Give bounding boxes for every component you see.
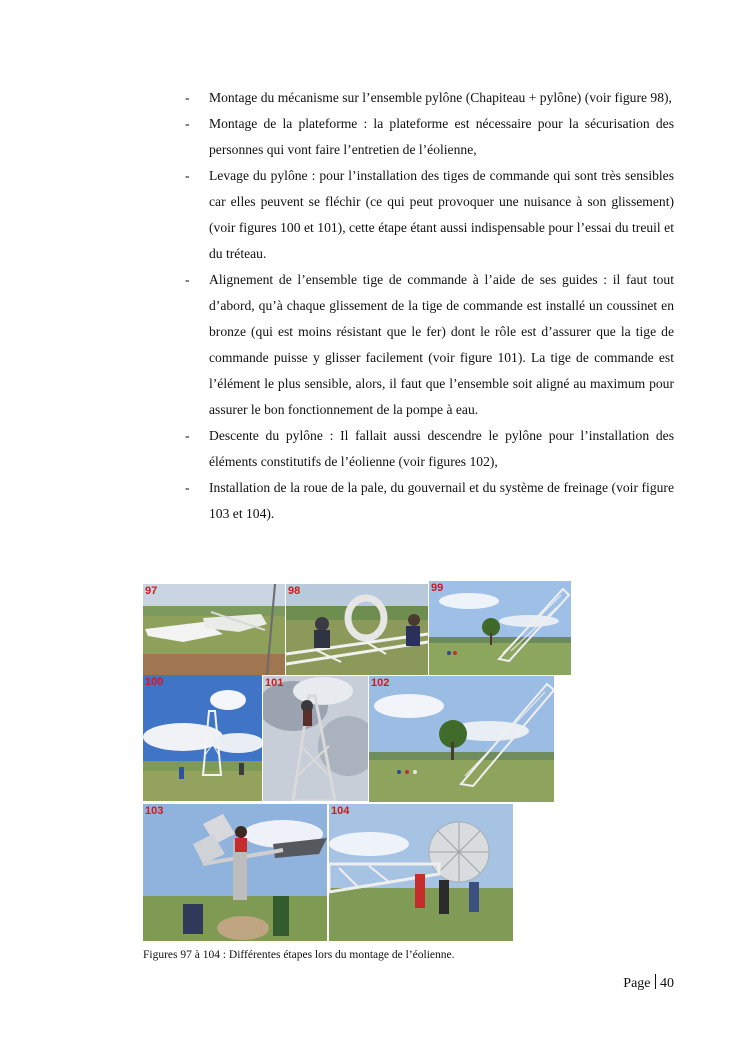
bullet-dash: - [185, 116, 190, 131]
bullet-text: Installation de la roue de la pale, du gouvernail et du système de freinage (voir figure 103 et 104). [209, 480, 674, 521]
photo-97 [143, 584, 285, 675]
page-number: 40 [660, 976, 674, 991]
bullet-text: Levage du pylône : pour l’installation des tiges de commande qui sont très sensibles car elles peuvent se fléchir (ce qui peut provoquer une nuisance à son glissement) (voir figures 100 et 101), cette étape étant aussi indispensable pour l’essai du treuil et du tréteau. [209, 168, 674, 261]
bullet-dash: - [185, 90, 190, 105]
bullet-dash: - [185, 168, 190, 183]
photo-103-image [143, 804, 327, 941]
photo-100-image [143, 675, 262, 801]
bullet-dash: - [185, 272, 190, 287]
photo-99 [429, 581, 571, 675]
photo-number: 104 [331, 805, 350, 817]
bullet-item [185, 423, 674, 475]
bullet-text: Montage du mécanisme sur l’ensemble pylône (Chapiteau + pylône) (voir figure 98), [209, 90, 672, 105]
bullet-item [185, 85, 674, 111]
bullet-list [185, 85, 674, 527]
photo-number: 99 [431, 582, 444, 594]
photo-102-image [369, 676, 554, 802]
bullet-item [185, 267, 674, 423]
photo-100 [143, 675, 262, 801]
photo-97-image [143, 584, 285, 675]
bullet-text: Descente du pylône : Il fallait aussi descendre le pylône pour l’installation des éléments constitutifs de l’éolienne (voir figures 102), [209, 428, 674, 469]
bullet-dash: - [185, 428, 190, 443]
photo-99-image [429, 581, 571, 675]
photo-101-image [263, 676, 368, 801]
bullet-dash: - [185, 480, 190, 495]
bullet-item [185, 163, 674, 267]
photo-104 [329, 804, 513, 941]
bullet-item [185, 111, 674, 163]
page-separator [655, 974, 657, 989]
photo-number: 100 [145, 676, 164, 688]
photo-98-image [286, 584, 428, 675]
photo-number: 103 [145, 805, 164, 817]
photo-102 [369, 676, 554, 802]
photo-104-image [329, 804, 513, 941]
photo-number: 98 [288, 585, 301, 597]
page-label: Page [623, 976, 651, 991]
photo-number: 97 [145, 585, 158, 597]
photo-number: 101 [265, 677, 284, 689]
bullet-text: Montage de la plateforme : la plateforme est nécessaire pour la sécurisation des personnes qui vont faire l’entretien de l’éolienne, [209, 116, 674, 157]
photo-number: 102 [371, 677, 390, 689]
photo-98 [286, 584, 428, 675]
bullet-text: Alignement de l’ensemble tige de commande à l’aide de ses guides : il faut tout d’abord, qu’à chaque glissement de la tige de commande est installé un coussinet en bronze (qui est moins résistant que le fer) dont le rôle est d’assurer que la tige de commande puisse y glisser facilement (voir figure 101). La tige de commande est l’élément le plus sensible, alors, il faut que l’ensemble soit aligné au maximum pour assurer le bon fonctionnement de la pompe à eau. [209, 272, 674, 417]
figure-caption: Figures 97 à 104 : Différentes étapes lors du montage de l’éolienne. [143, 949, 455, 961]
bullet-item [185, 475, 674, 527]
photo-101 [263, 676, 368, 801]
page-footer [623, 974, 674, 992]
photo-103 [143, 804, 327, 941]
